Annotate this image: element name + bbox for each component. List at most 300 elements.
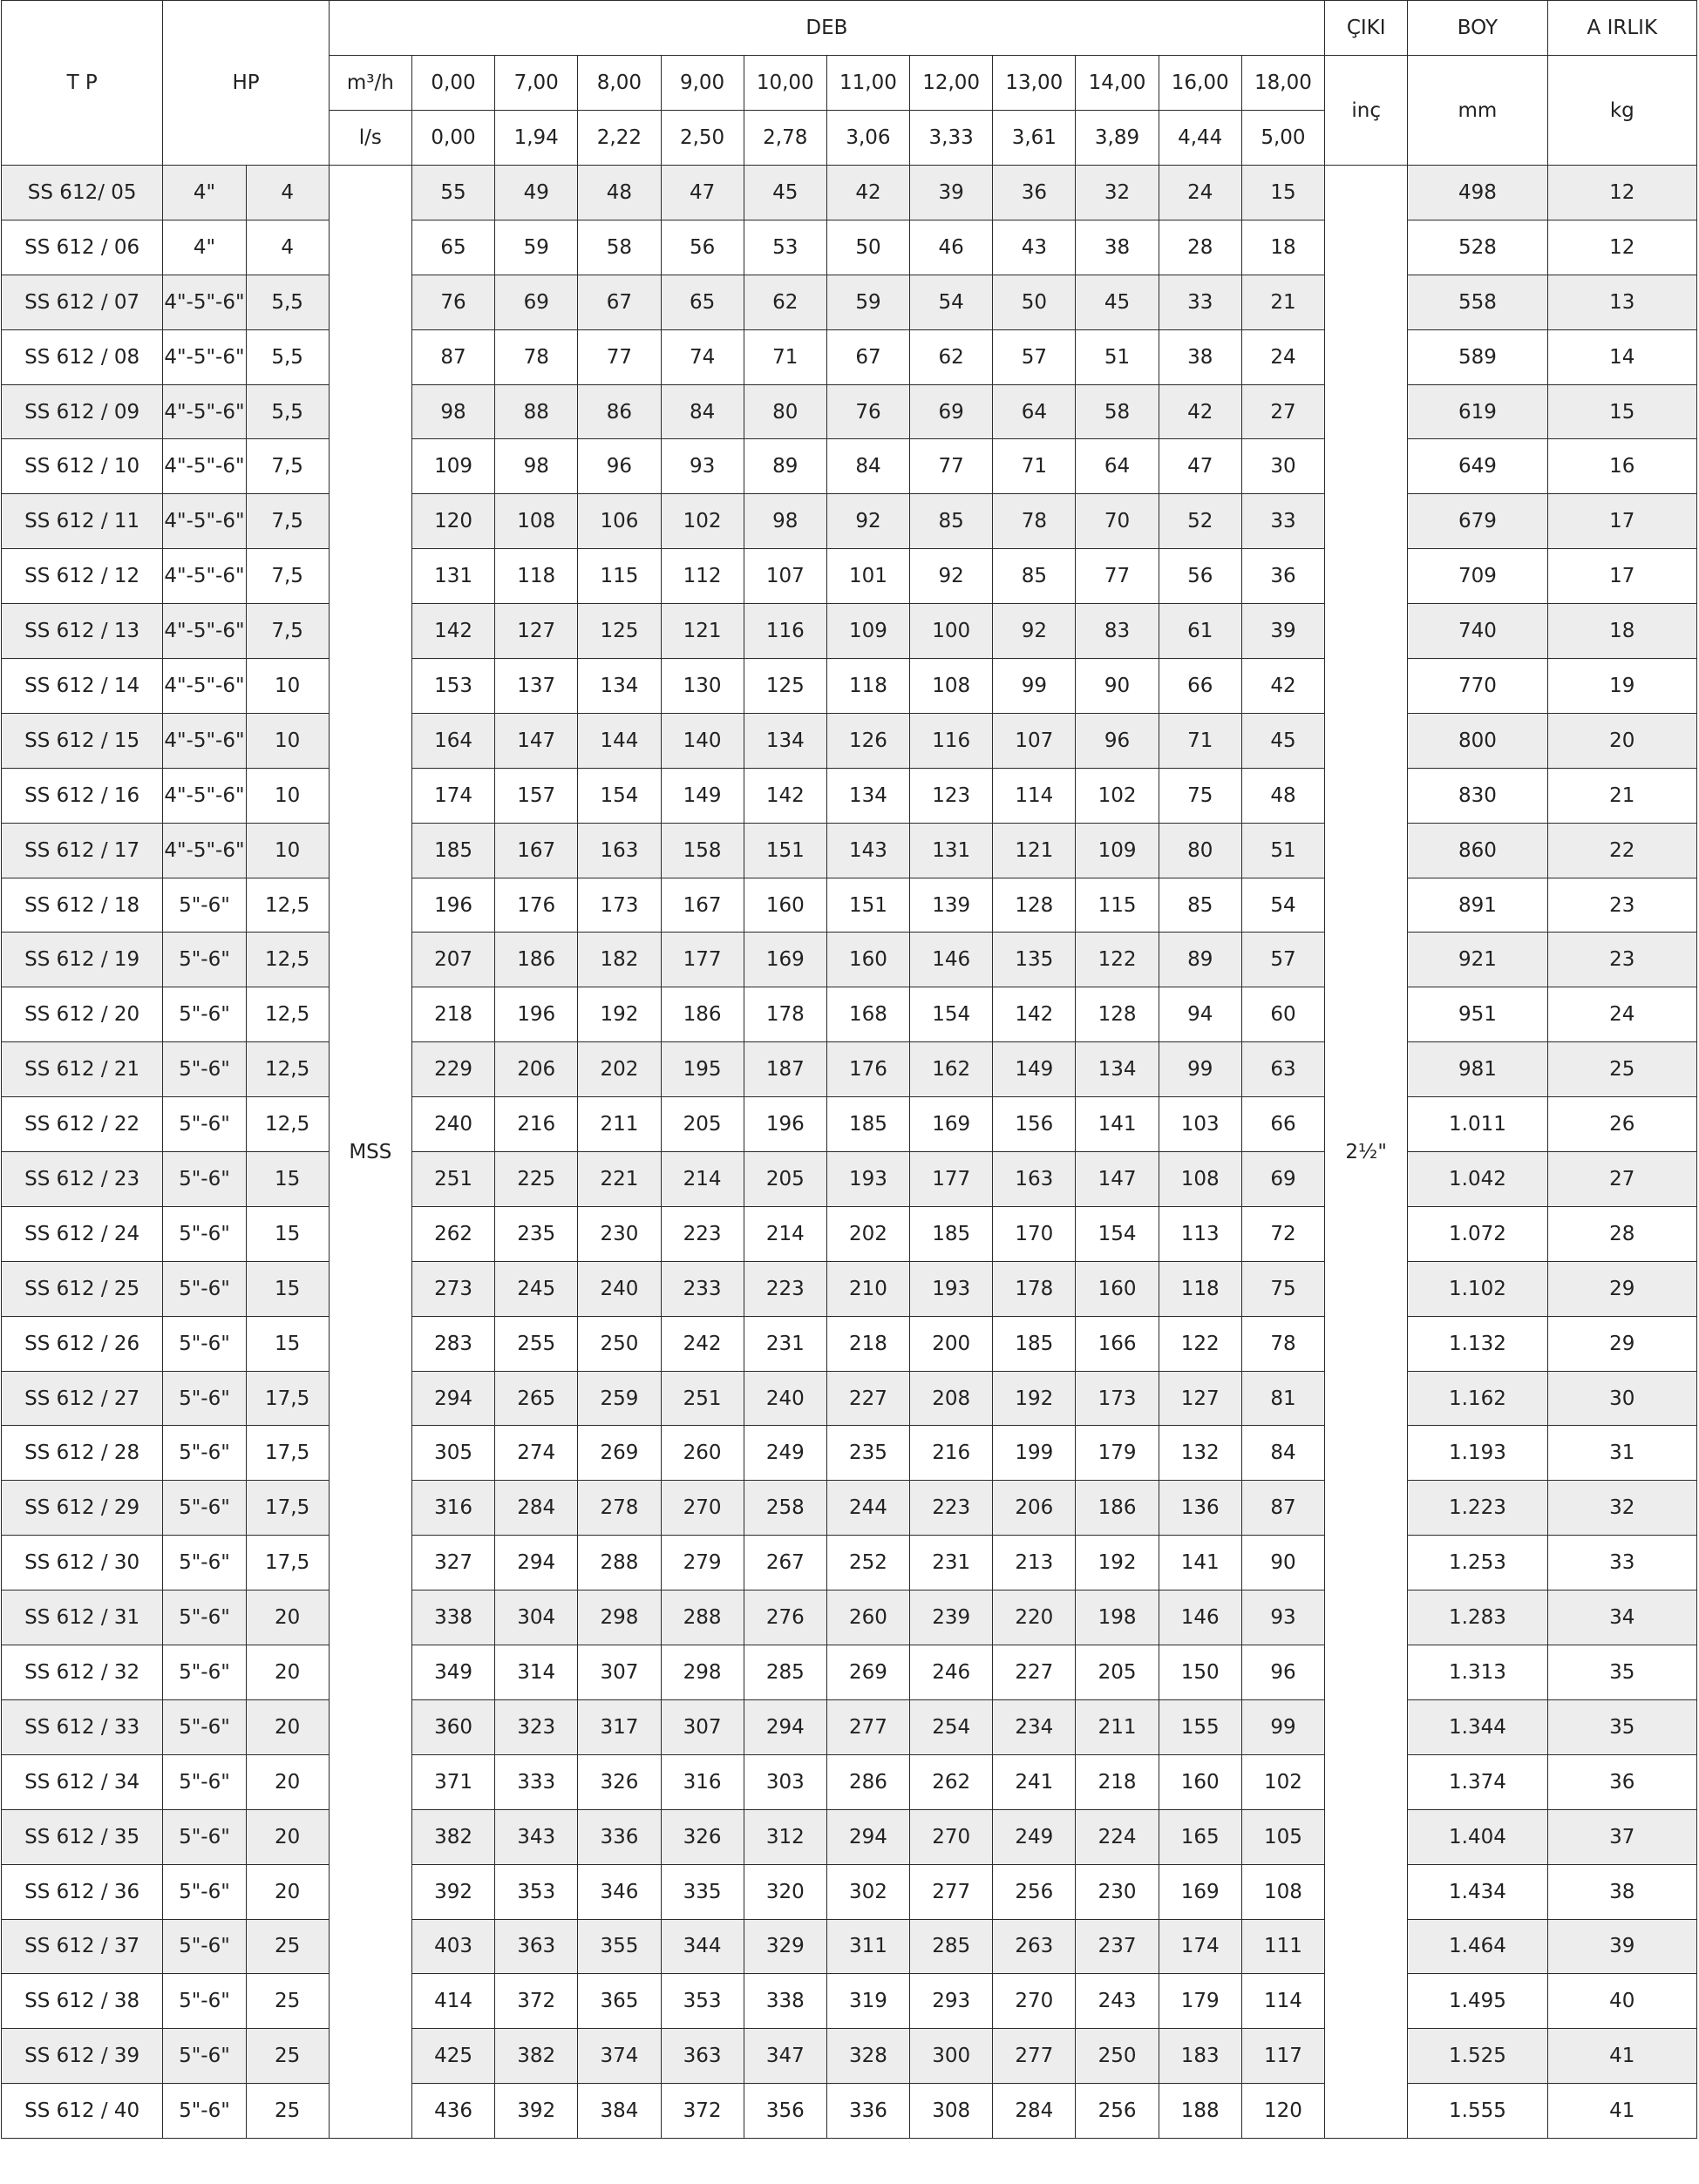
head-value-cell: 235 — [826, 1426, 909, 1481]
model-cell: SS 612 / 29 — [2, 1481, 163, 1536]
head-value-cell: 36 — [993, 166, 1076, 220]
head-value-cell: 227 — [993, 1645, 1076, 1700]
model-cell: SS 612 / 31 — [2, 1591, 163, 1645]
head-value-cell: 240 — [744, 1371, 826, 1426]
head-value-cell: 182 — [578, 933, 661, 987]
head-value-cell: 84 — [826, 439, 909, 494]
head-value-cell: 178 — [993, 1261, 1076, 1316]
head-value-cell: 93 — [1241, 1591, 1324, 1645]
flow-ls-value: 3,06 — [826, 111, 909, 166]
head-value-cell: 196 — [744, 1097, 826, 1152]
flow-m3h-value: 7,00 — [495, 56, 578, 111]
weight-cell: 21 — [1547, 768, 1696, 823]
head-value-cell: 169 — [1159, 1864, 1241, 1919]
table-row — [2, 1371, 1697, 1426]
head-value-cell: 78 — [495, 329, 578, 384]
head-value-cell: 30 — [1241, 439, 1324, 494]
table-row — [2, 1206, 1697, 1261]
weight-cell: 12 — [1547, 220, 1696, 275]
head-value-cell: 207 — [411, 933, 494, 987]
head-value-cell: 211 — [578, 1097, 661, 1152]
head-value-cell: 149 — [661, 768, 744, 823]
head-value-cell: 199 — [993, 1426, 1076, 1481]
head-value-cell: 115 — [578, 549, 661, 604]
head-value-cell: 218 — [1076, 1754, 1159, 1809]
model-cell: SS 612 / 25 — [2, 1261, 163, 1316]
head-value-cell: 118 — [1159, 1261, 1241, 1316]
table-row — [2, 713, 1697, 768]
hp-cell: 12,5 — [246, 933, 329, 987]
head-value-cell: 61 — [1159, 604, 1241, 659]
head-value-cell: 262 — [411, 1206, 494, 1261]
hp-cell: 25 — [246, 1974, 329, 2029]
weight-cell: 24 — [1547, 987, 1696, 1042]
size-cell: 5"-6" — [163, 1206, 246, 1261]
head-value-cell: 333 — [495, 1754, 578, 1809]
size-cell: 5"-6" — [163, 1536, 246, 1591]
weight-cell: 36 — [1547, 1754, 1696, 1809]
head-value-cell: 230 — [1076, 1864, 1159, 1919]
table-row — [2, 439, 1697, 494]
agirlik-header: A IRLIK — [1547, 1, 1696, 56]
model-cell: SS 612 / 35 — [2, 1809, 163, 1864]
flow-m3h-value: 12,00 — [910, 56, 993, 111]
head-value-cell: 218 — [826, 1316, 909, 1371]
weight-cell: 27 — [1547, 1152, 1696, 1207]
model-cell: SS 612 / 14 — [2, 659, 163, 714]
outlet-cell: 2½" — [1325, 166, 1408, 2139]
head-value-cell: 87 — [1241, 1481, 1324, 1536]
head-value-cell: 288 — [661, 1591, 744, 1645]
weight-cell: 35 — [1547, 1699, 1696, 1754]
size-cell: 4"-5"-6" — [163, 384, 246, 439]
head-value-cell: 47 — [1159, 439, 1241, 494]
head-value-cell: 258 — [744, 1481, 826, 1536]
size-cell: 4" — [163, 220, 246, 275]
size-cell: 4"-5"-6" — [163, 329, 246, 384]
head-value-cell: 105 — [1241, 1809, 1324, 1864]
size-cell: 5"-6" — [163, 878, 246, 933]
table-row — [2, 604, 1697, 659]
weight-cell: 30 — [1547, 1371, 1696, 1426]
head-value-cell: 120 — [1241, 2084, 1324, 2139]
head-value-cell: 59 — [826, 275, 909, 329]
weight-cell: 22 — [1547, 823, 1696, 878]
weight-cell: 29 — [1547, 1261, 1696, 1316]
head-value-cell: 267 — [744, 1536, 826, 1591]
head-value-cell: 173 — [1076, 1371, 1159, 1426]
head-value-cell: 231 — [910, 1536, 993, 1591]
head-value-cell: 193 — [910, 1261, 993, 1316]
head-value-cell: 38 — [1076, 220, 1159, 275]
flow-m3h-value: 9,00 — [661, 56, 744, 111]
head-value-cell: 24 — [1159, 166, 1241, 220]
model-cell: SS 612 / 36 — [2, 1864, 163, 1919]
head-value-cell: 162 — [910, 1042, 993, 1097]
hp-cell: 17,5 — [246, 1371, 329, 1426]
head-value-cell: 90 — [1241, 1536, 1324, 1591]
model-cell: SS 612 / 40 — [2, 2084, 163, 2139]
head-value-cell: 131 — [411, 549, 494, 604]
head-value-cell: 120 — [411, 494, 494, 549]
head-value-cell: 363 — [661, 2029, 744, 2084]
head-value-cell: 142 — [411, 604, 494, 659]
head-value-cell: 156 — [993, 1097, 1076, 1152]
head-value-cell: 108 — [1241, 1864, 1324, 1919]
hp-cell: 12,5 — [246, 878, 329, 933]
weight-cell: 34 — [1547, 1591, 1696, 1645]
head-value-cell: 269 — [826, 1645, 909, 1700]
size-cell: 5"-6" — [163, 2084, 246, 2139]
motor-cell: MSS — [329, 166, 411, 2139]
head-value-cell: 273 — [411, 1261, 494, 1316]
hp-cell: 20 — [246, 1809, 329, 1864]
weight-cell: 38 — [1547, 1864, 1696, 1919]
head-value-cell: 56 — [661, 220, 744, 275]
length-cell: 891 — [1408, 878, 1547, 933]
model-cell: SS 612 / 27 — [2, 1371, 163, 1426]
table-row — [2, 1536, 1697, 1591]
head-value-cell: 84 — [661, 384, 744, 439]
length-cell: 619 — [1408, 384, 1547, 439]
table-row — [2, 1316, 1697, 1371]
head-value-cell: 186 — [495, 933, 578, 987]
hp-cell: 10 — [246, 659, 329, 714]
head-value-cell: 45 — [1241, 713, 1324, 768]
head-value-cell: 425 — [411, 2029, 494, 2084]
head-value-cell: 234 — [993, 1699, 1076, 1754]
head-value-cell: 75 — [1159, 768, 1241, 823]
flow-m3h-value: 16,00 — [1159, 56, 1241, 111]
weight-cell: 17 — [1547, 494, 1696, 549]
head-value-cell: 382 — [411, 1809, 494, 1864]
head-value-cell: 151 — [826, 878, 909, 933]
size-cell: 5"-6" — [163, 1754, 246, 1809]
size-cell: 5"-6" — [163, 1591, 246, 1645]
head-value-cell: 242 — [661, 1316, 744, 1371]
head-value-cell: 305 — [411, 1426, 494, 1481]
hp-cell: 17,5 — [246, 1536, 329, 1591]
head-value-cell: 235 — [495, 1206, 578, 1261]
head-value-cell: 99 — [1159, 1042, 1241, 1097]
table-row — [2, 1097, 1697, 1152]
head-value-cell: 298 — [578, 1591, 661, 1645]
model-cell: SS 612 / 26 — [2, 1316, 163, 1371]
head-value-cell: 353 — [661, 1974, 744, 2029]
pump-spec-table — [1, 0, 1697, 2139]
head-value-cell: 36 — [1241, 549, 1324, 604]
size-cell: 4"-5"-6" — [163, 549, 246, 604]
hp-cell: 12,5 — [246, 1097, 329, 1152]
head-value-cell: 177 — [910, 1152, 993, 1207]
head-value-cell: 311 — [826, 1919, 909, 1974]
unit-inc-label: inç — [1325, 56, 1408, 166]
head-value-cell: 32 — [1076, 166, 1159, 220]
head-value-cell: 48 — [1241, 768, 1324, 823]
head-value-cell: 51 — [1241, 823, 1324, 878]
head-value-cell: 323 — [495, 1699, 578, 1754]
head-value-cell: 220 — [993, 1591, 1076, 1645]
size-cell: 5"-6" — [163, 1645, 246, 1700]
table-row — [2, 1809, 1697, 1864]
unit-m3h-label: m³/h — [329, 56, 411, 111]
head-value-cell: 336 — [578, 1809, 661, 1864]
length-cell: 860 — [1408, 823, 1547, 878]
head-value-cell: 176 — [495, 878, 578, 933]
head-value-cell: 270 — [910, 1809, 993, 1864]
head-value-cell: 143 — [826, 823, 909, 878]
head-value-cell: 64 — [993, 384, 1076, 439]
head-value-cell: 163 — [993, 1152, 1076, 1207]
head-value-cell: 113 — [1159, 1206, 1241, 1261]
hp-cell: 15 — [246, 1206, 329, 1261]
head-value-cell: 185 — [411, 823, 494, 878]
head-value-cell: 115 — [1076, 878, 1159, 933]
head-value-cell: 343 — [495, 1809, 578, 1864]
head-value-cell: 353 — [495, 1864, 578, 1919]
table-row — [2, 659, 1697, 714]
hp-cell: 20 — [246, 1864, 329, 1919]
head-value-cell: 50 — [993, 275, 1076, 329]
head-value-cell: 136 — [1159, 1481, 1241, 1536]
head-value-cell: 202 — [578, 1042, 661, 1097]
head-value-cell: 65 — [411, 220, 494, 275]
table-row — [2, 1919, 1697, 1974]
head-value-cell: 213 — [993, 1536, 1076, 1591]
head-value-cell: 98 — [411, 384, 494, 439]
head-value-cell: 130 — [661, 659, 744, 714]
head-value-cell: 57 — [993, 329, 1076, 384]
head-value-cell: 344 — [661, 1919, 744, 1974]
length-cell: 1.495 — [1408, 1974, 1547, 2029]
head-value-cell: 276 — [744, 1591, 826, 1645]
head-value-cell: 298 — [661, 1645, 744, 1700]
head-value-cell: 39 — [1241, 604, 1324, 659]
head-value-cell: 92 — [826, 494, 909, 549]
head-value-cell: 153 — [411, 659, 494, 714]
head-value-cell: 192 — [578, 987, 661, 1042]
hp-cell: 5,5 — [246, 275, 329, 329]
weight-cell: 37 — [1547, 1809, 1696, 1864]
head-value-cell: 288 — [578, 1536, 661, 1591]
head-value-cell: 127 — [495, 604, 578, 659]
head-value-cell: 205 — [661, 1097, 744, 1152]
head-value-cell: 102 — [1241, 1754, 1324, 1809]
head-value-cell: 179 — [1159, 1974, 1241, 2029]
head-value-cell: 338 — [411, 1591, 494, 1645]
unit-kg-label: kg — [1547, 56, 1696, 166]
head-value-cell: 176 — [826, 1042, 909, 1097]
hp-cell: 15 — [246, 1261, 329, 1316]
head-value-cell: 251 — [411, 1152, 494, 1207]
head-value-cell: 99 — [993, 659, 1076, 714]
head-value-cell: 214 — [661, 1152, 744, 1207]
head-value-cell: 90 — [1076, 659, 1159, 714]
table-row — [2, 933, 1697, 987]
size-cell: 5"-6" — [163, 1152, 246, 1207]
head-value-cell: 85 — [1159, 878, 1241, 933]
length-cell: 800 — [1408, 713, 1547, 768]
head-value-cell: 102 — [661, 494, 744, 549]
head-value-cell: 205 — [1076, 1645, 1159, 1700]
hp-cell: 7,5 — [246, 494, 329, 549]
head-value-cell: 240 — [578, 1261, 661, 1316]
length-cell: 528 — [1408, 220, 1547, 275]
head-value-cell: 319 — [826, 1974, 909, 2029]
head-value-cell: 85 — [993, 549, 1076, 604]
weight-cell: 41 — [1547, 2084, 1696, 2139]
flow-m3h-value: 8,00 — [578, 56, 661, 111]
head-value-cell: 62 — [744, 275, 826, 329]
head-value-cell: 326 — [578, 1754, 661, 1809]
head-value-cell: 56 — [1159, 549, 1241, 604]
model-cell: SS 612 / 06 — [2, 220, 163, 275]
head-value-cell: 98 — [495, 439, 578, 494]
head-value-cell: 83 — [1076, 604, 1159, 659]
length-cell: 1.374 — [1408, 1754, 1547, 1809]
head-value-cell: 294 — [411, 1371, 494, 1426]
head-value-cell: 76 — [826, 384, 909, 439]
flow-ls-value: 3,33 — [910, 111, 993, 166]
head-value-cell: 384 — [578, 2084, 661, 2139]
model-cell: SS 612 / 28 — [2, 1426, 163, 1481]
head-value-cell: 39 — [910, 166, 993, 220]
unit-mm-label: mm — [1408, 56, 1547, 166]
table-row — [2, 1645, 1697, 1700]
head-value-cell: 77 — [1076, 549, 1159, 604]
flow-ls-value: 2,78 — [744, 111, 826, 166]
head-value-cell: 360 — [411, 1699, 494, 1754]
head-value-cell: 144 — [578, 713, 661, 768]
head-value-cell: 160 — [1159, 1754, 1241, 1809]
head-value-cell: 135 — [993, 933, 1076, 987]
debi-header: DEB — [329, 1, 1324, 56]
hp-cell: 25 — [246, 2084, 329, 2139]
head-value-cell: 134 — [578, 659, 661, 714]
hp-cell: 7,5 — [246, 439, 329, 494]
head-value-cell: 240 — [411, 1097, 494, 1152]
flow-ls-value: 2,22 — [578, 111, 661, 166]
head-value-cell: 140 — [661, 713, 744, 768]
model-cell: SS 612 / 10 — [2, 439, 163, 494]
head-value-cell: 106 — [578, 494, 661, 549]
head-value-cell: 316 — [661, 1754, 744, 1809]
head-value-cell: 71 — [744, 329, 826, 384]
head-value-cell: 279 — [661, 1536, 744, 1591]
head-value-cell: 374 — [578, 2029, 661, 2084]
head-value-cell: 122 — [1076, 933, 1159, 987]
head-value-cell: 70 — [1076, 494, 1159, 549]
head-value-cell: 155 — [1159, 1699, 1241, 1754]
head-value-cell: 170 — [993, 1206, 1076, 1261]
size-cell: 4"-5"-6" — [163, 604, 246, 659]
head-value-cell: 132 — [1159, 1426, 1241, 1481]
head-value-cell: 185 — [826, 1097, 909, 1152]
head-value-cell: 81 — [1241, 1371, 1324, 1426]
head-value-cell: 58 — [578, 220, 661, 275]
head-value-cell: 255 — [495, 1316, 578, 1371]
head-value-cell: 149 — [993, 1042, 1076, 1097]
size-cell: 5"-6" — [163, 1919, 246, 1974]
table-row — [2, 275, 1697, 329]
head-value-cell: 87 — [411, 329, 494, 384]
head-value-cell: 86 — [578, 384, 661, 439]
length-cell: 1.283 — [1408, 1591, 1547, 1645]
head-value-cell: 392 — [411, 1864, 494, 1919]
length-cell: 1.525 — [1408, 2029, 1547, 2084]
head-value-cell: 192 — [993, 1371, 1076, 1426]
model-cell: SS 612 / 18 — [2, 878, 163, 933]
head-value-cell: 285 — [910, 1919, 993, 1974]
head-value-cell: 167 — [495, 823, 578, 878]
head-value-cell: 214 — [744, 1206, 826, 1261]
head-value-cell: 96 — [578, 439, 661, 494]
hp-cell: 12,5 — [246, 1042, 329, 1097]
head-value-cell: 157 — [495, 768, 578, 823]
head-value-cell: 294 — [826, 1809, 909, 1864]
head-value-cell: 382 — [495, 2029, 578, 2084]
head-value-cell: 77 — [578, 329, 661, 384]
head-value-cell: 326 — [661, 1809, 744, 1864]
head-value-cell: 128 — [1076, 987, 1159, 1042]
table-row — [2, 987, 1697, 1042]
head-value-cell: 108 — [910, 659, 993, 714]
length-cell: 1.464 — [1408, 1919, 1547, 1974]
model-cell: SS 612 / 30 — [2, 1536, 163, 1591]
head-value-cell: 278 — [578, 1481, 661, 1536]
length-cell: 1.223 — [1408, 1481, 1547, 1536]
head-value-cell: 349 — [411, 1645, 494, 1700]
hp-header: HP — [163, 1, 329, 166]
size-cell: 4"-5"-6" — [163, 713, 246, 768]
table-row — [2, 2029, 1697, 2084]
head-value-cell: 355 — [578, 1919, 661, 1974]
head-value-cell: 284 — [993, 2084, 1076, 2139]
head-value-cell: 163 — [578, 823, 661, 878]
weight-cell: 18 — [1547, 604, 1696, 659]
header-row-top — [2, 1, 1697, 56]
head-value-cell: 304 — [495, 1591, 578, 1645]
head-value-cell: 188 — [1159, 2084, 1241, 2139]
weight-cell: 19 — [1547, 659, 1696, 714]
head-value-cell: 263 — [993, 1919, 1076, 1974]
flow-m3h-value: 10,00 — [744, 56, 826, 111]
head-value-cell: 403 — [411, 1919, 494, 1974]
head-value-cell: 392 — [495, 2084, 578, 2139]
length-cell: 740 — [1408, 604, 1547, 659]
head-value-cell: 96 — [1241, 1645, 1324, 1700]
head-value-cell: 158 — [661, 823, 744, 878]
head-value-cell: 88 — [495, 384, 578, 439]
head-value-cell: 293 — [910, 1974, 993, 2029]
head-value-cell: 71 — [993, 439, 1076, 494]
length-cell: 1.102 — [1408, 1261, 1547, 1316]
flow-ls-value: 3,61 — [993, 111, 1076, 166]
table-row — [2, 2084, 1697, 2139]
head-value-cell: 52 — [1159, 494, 1241, 549]
weight-cell: 20 — [1547, 713, 1696, 768]
head-value-cell: 227 — [826, 1371, 909, 1426]
head-value-cell: 178 — [744, 987, 826, 1042]
head-value-cell: 57 — [1241, 933, 1324, 987]
head-value-cell: 286 — [826, 1754, 909, 1809]
head-value-cell: 62 — [910, 329, 993, 384]
head-value-cell: 101 — [826, 549, 909, 604]
head-value-cell: 206 — [993, 1481, 1076, 1536]
size-cell: 5"-6" — [163, 1042, 246, 1097]
weight-cell: 33 — [1547, 1536, 1696, 1591]
hp-cell: 5,5 — [246, 329, 329, 384]
